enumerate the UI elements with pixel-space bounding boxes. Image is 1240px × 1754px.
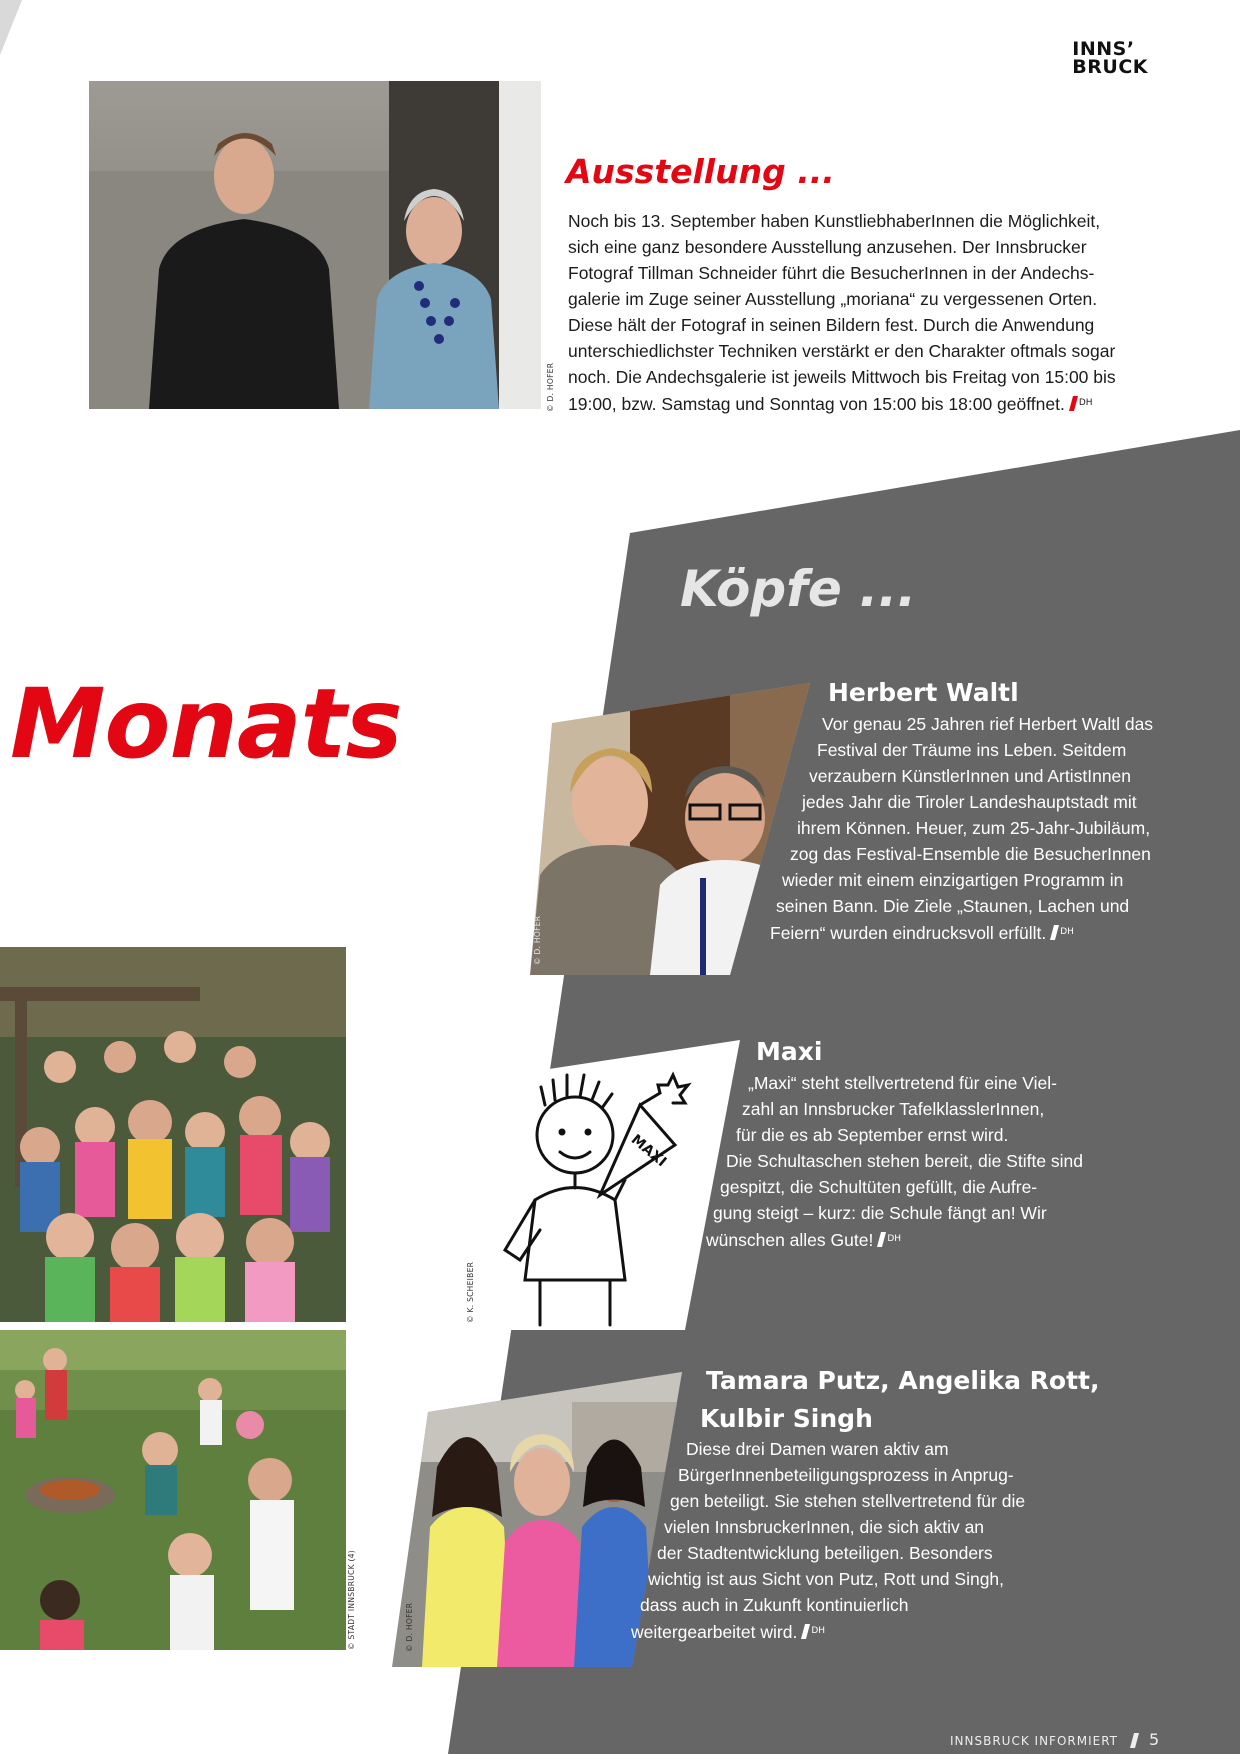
herbert-line: verzaubern KünstlerInnen und ArtistInnen (809, 766, 1132, 786)
ausstellung-line: sich eine ganz besondere Ausstellung anzusehen. Der Innsbrucker (568, 237, 1087, 257)
author-initials: DH (1078, 398, 1093, 408)
author-initials: DH (811, 1626, 826, 1636)
ausstellung-line: Fotograf Tillman Schneider führt die BesucherInnen in der Andechs- (568, 263, 1095, 283)
maxi-line: wünschen alles Gute! (706, 1230, 874, 1250)
end-mark (877, 1232, 886, 1247)
herbert-photo-credit: © D. HOFER (533, 915, 542, 965)
herbert-line: wieder mit einem einzigartigen Programm in (782, 870, 1124, 890)
maxi-line: „Maxi“ steht stellvertretend für eine Viel- (748, 1073, 1057, 1093)
ausstellung-photo (89, 81, 541, 409)
innsbruck-logo (1072, 40, 1148, 76)
tamara-line: Diese drei Damen waren aktiv am (686, 1439, 949, 1459)
tamara-names-line1: Tamara Putz, Angelika Rott, (706, 1366, 1100, 1395)
maxi-line: für die es ab September ernst wird. (736, 1125, 1009, 1145)
tamara-line: wichtig ist aus Sicht von Putz, Rott und Singh, (648, 1569, 1005, 1589)
monats-title: Monats (10, 668, 402, 780)
end-mark (1069, 396, 1078, 411)
page-number: 5 (1149, 1730, 1160, 1749)
ausstellung-text (568, 208, 1116, 417)
footer-label: INNSBRUCK INFORMIERT (950, 1734, 1118, 1748)
ausstellung-photo-credit: © D. HOFER (546, 362, 555, 412)
ausstellung-line: Diese hält der Fotograf in seinen Bildern fest. Durch die Anwendung (568, 315, 1095, 335)
tamara-line: BürgerInnenbeteiligungsprozess in Anprug- (678, 1465, 1014, 1485)
maxi-line: zahl an Innsbrucker TafelklasslerInnen, (742, 1099, 1045, 1119)
maxi-drawing-label: MAXI (627, 1131, 670, 1171)
herbert-line: seinen Bann. Die Ziele „Staunen, Lachen und (776, 896, 1130, 916)
tamara-line: der Stadtentwicklung beteiligen. Besonders (657, 1543, 993, 1563)
herbert-line: ihrem Können. Heuer, zum 25-Jahr-Jubiläum, (797, 818, 1151, 838)
author-initials: DH (887, 1234, 902, 1244)
herbert-text (0, 711, 1240, 946)
herbert-line: zog das Festival-Ensemble die BesucherInnen (790, 844, 1151, 864)
tamara-photo-credit: © D. HOFER (405, 1602, 414, 1652)
author-initials: DH (1060, 927, 1074, 937)
tamara-line: dass auch in Zukunft kontinuierlich (640, 1595, 909, 1615)
ausstellung-line: Noch bis 13. September haben KunstliebhaberInnen die Möglichkeit, (568, 211, 1101, 231)
end-mark (1050, 925, 1059, 940)
ausstellung-line: unterschiedlichster Techniken verstärkt er den Charakter oftmals sogar (568, 341, 1116, 361)
ausstellung-line: galerie im Zuge seiner Ausstellung „moriana“ zu vergessenen Orten. (568, 289, 1098, 309)
footer-divider (1130, 1733, 1139, 1748)
tamara-names-line2: Kulbir Singh (700, 1404, 873, 1433)
maxi-line: gung steigt – kurz: die Schule fängt an! Wir (713, 1203, 1047, 1223)
kids-photo-credit: © STADT INNSBRUCK (4) (347, 1549, 356, 1650)
herbert-line: Feiern“ wurden eindrucksvoll erfüllt. (770, 923, 1047, 943)
maxi-photo-credit: © K. SCHEIBER (466, 1261, 475, 1323)
herbert-line: Festival der Träume ins Leben. Seitdem (817, 740, 1127, 760)
corner-decoration (0, 0, 30, 60)
herbert-line: Vor genau 25 Jahren rief Herbert Waltl das (822, 714, 1154, 734)
maxi-line: Die Schultaschen stehen bereit, die Stifte sind (726, 1151, 1084, 1171)
logo-line-1: INNS’ (1072, 38, 1135, 60)
maxi-name: Maxi (756, 1037, 823, 1066)
herbert-line: jedes Jahr die Tiroler Landeshauptstadt mit (802, 792, 1137, 812)
page-footer (950, 1730, 1159, 1749)
ausstellung-line: noch. Die Andechsgalerie ist jeweils Mittwoch bis Freitag von 15:00 bis (568, 367, 1116, 387)
tamara-text (0, 1436, 1240, 1645)
herbert-waltl-name: Herbert Waltl (828, 678, 1019, 707)
tamara-line: vielen InnsbruckerInnen, die sich aktiv an (664, 1517, 985, 1537)
tamara-line: gen beteiligt. Sie stehen stellvertretend für die (670, 1491, 1026, 1511)
maxi-text (0, 1070, 1240, 1253)
tamara-line: weitergearbeitet wird. (631, 1622, 798, 1642)
logo-line-2: BRUCK (1072, 56, 1148, 78)
end-mark (801, 1624, 810, 1639)
maxi-line: gespitzt, die Schultüten gefüllt, die Aufre- (720, 1177, 1038, 1197)
ausstellung-line: 19:00, bzw. Samstag und Sonntag von 15:00 bis 18:00 geöffnet. (568, 394, 1065, 414)
koepfe-title: Köpfe ... (680, 560, 917, 618)
ausstellung-title: Ausstellung ... (566, 152, 835, 191)
